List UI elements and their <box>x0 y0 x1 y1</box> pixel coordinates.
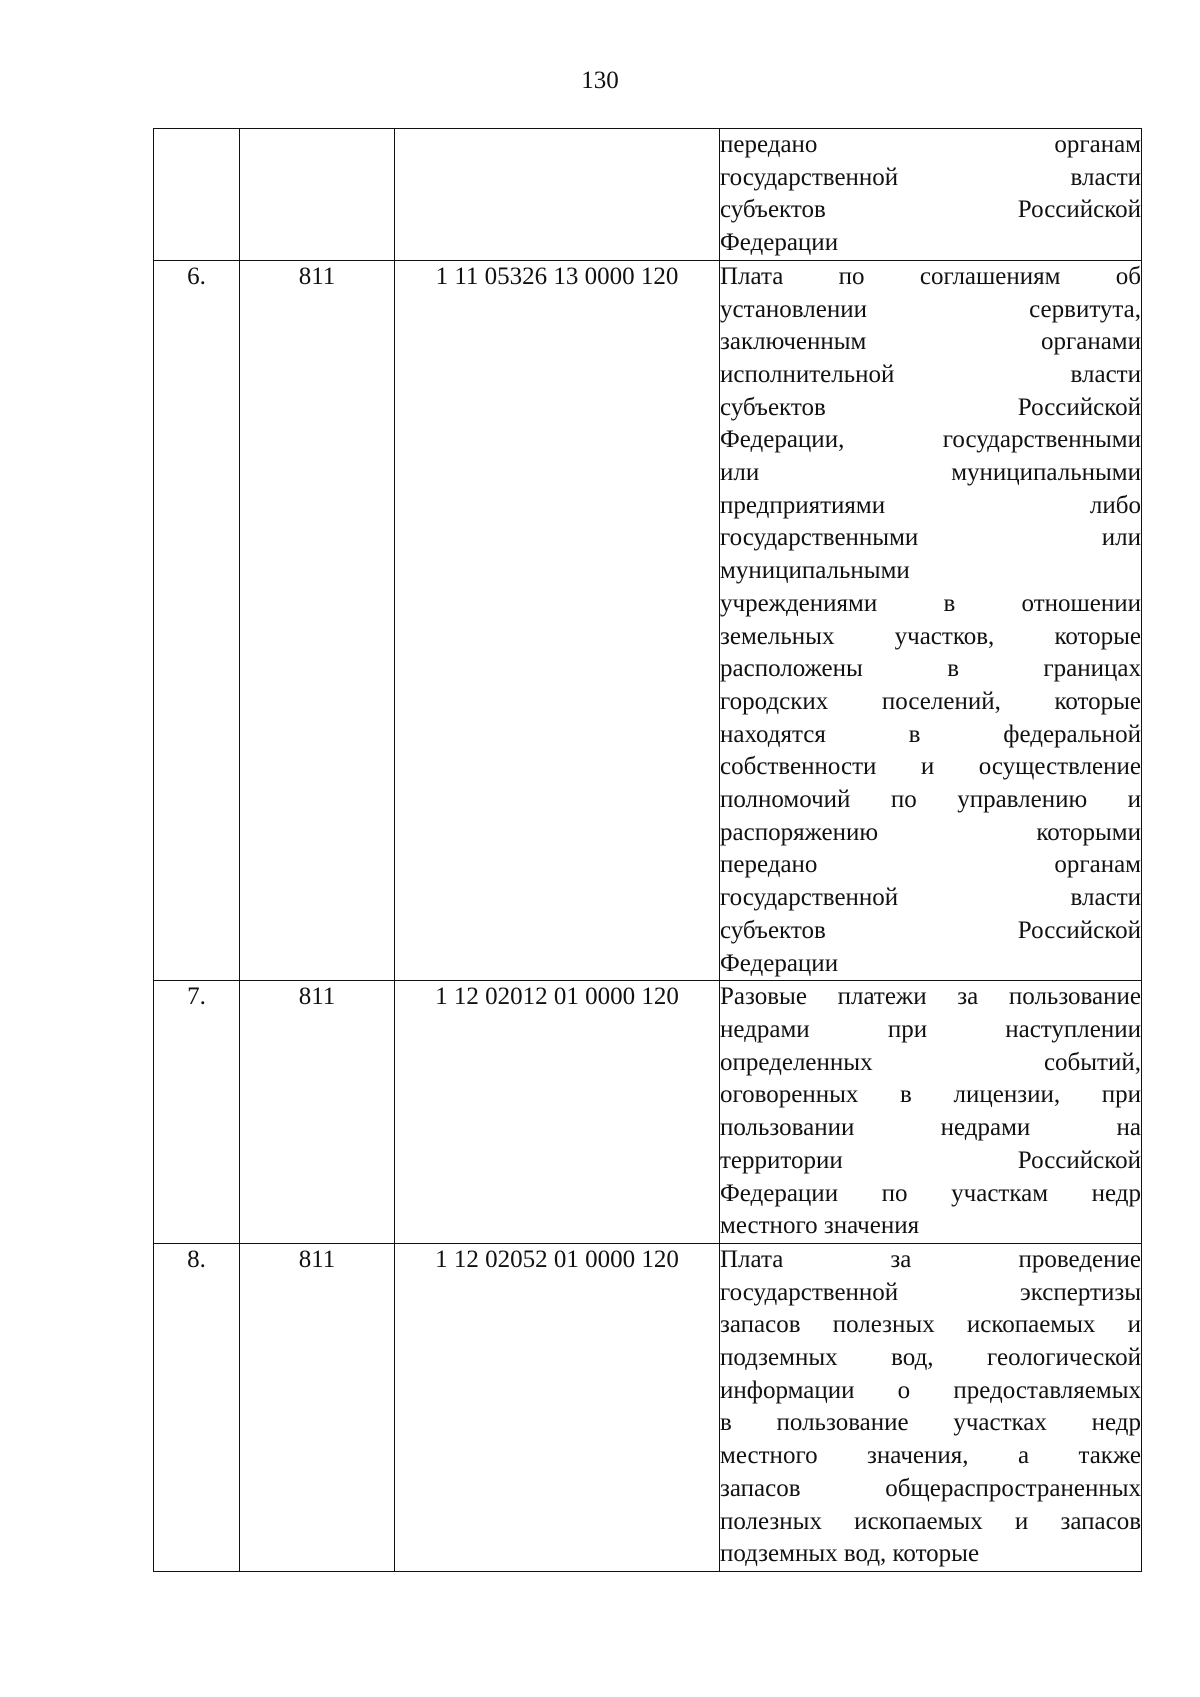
description-line: государственной экспертизы <box>720 1278 1141 1306</box>
description-line: местного значения <box>720 1212 920 1240</box>
row-number-cell: 6. <box>154 260 240 980</box>
description-line: недрами при наступлении <box>720 1015 1141 1043</box>
description-line: установлении сервитута, <box>720 295 1141 323</box>
description-line: Плата за проведение <box>720 1245 1141 1273</box>
description-line: территории Российской <box>720 1146 1141 1174</box>
description-line: расположены в границах <box>720 655 1141 683</box>
budget-classification-code-cell <box>395 129 720 261</box>
table-row <box>154 129 1142 261</box>
budget-classification-code-cell: 1 12 02012 01 0000 120 <box>395 981 720 1244</box>
table-row <box>154 981 1142 1244</box>
description-line: Федерации <box>720 949 839 977</box>
description-line: запасов полезных ископаемых и <box>720 1311 1141 1339</box>
description-line: определенных событий, <box>720 1048 1141 1076</box>
description-line: пользовании недрами на <box>720 1114 1141 1142</box>
description-line: субъектов Российской <box>720 916 1141 944</box>
table-row <box>154 260 1142 980</box>
description-line: Федерации по участкам недр <box>720 1179 1141 1207</box>
description-line: Плата по соглашениям об <box>720 262 1141 290</box>
description-line: субъектов Российской <box>720 196 1141 224</box>
description-line: собственности и осуществление <box>720 753 1141 781</box>
description-line: подземных вод, которые <box>720 1540 980 1568</box>
revenue-description-cell <box>720 129 1142 261</box>
description-line: городских поселений, которые <box>720 687 1141 715</box>
description-line: полезных ископаемых и запасов <box>720 1507 1141 1535</box>
description-line: заключенным органами <box>720 328 1141 356</box>
revenue-description-cell <box>720 260 1142 980</box>
description-line: запасов общераспространенных <box>720 1474 1141 1502</box>
description-line: предприятиями либо <box>720 491 1141 519</box>
description-line: Федерации, государственными <box>720 426 1141 454</box>
description-line: передано органам <box>720 851 1141 879</box>
page-number: 130 <box>581 67 619 94</box>
table-body <box>154 129 1142 1572</box>
description-line: исполнительной власти <box>720 360 1141 388</box>
revenue-codes-table <box>153 128 1142 1572</box>
description-line: муниципальными <box>720 557 910 585</box>
row-number-cell <box>154 129 240 261</box>
description-line: местного значения, а также <box>720 1442 1141 1470</box>
description-line: в пользование участках недр <box>720 1409 1141 1437</box>
budget-classification-code-cell: 1 11 05326 13 0000 120 <box>395 260 720 980</box>
administrator-code-cell: 811 <box>240 260 395 980</box>
description-line: государственной власти <box>720 884 1141 912</box>
row-number-cell: 8. <box>154 1243 240 1571</box>
budget-classification-code-cell: 1 12 02052 01 0000 120 <box>395 1243 720 1571</box>
table-row <box>154 1243 1142 1571</box>
description-line: информации о предоставляемых <box>720 1376 1141 1404</box>
description-line: государственными или <box>720 524 1141 552</box>
description-line: находятся в федеральной <box>720 720 1141 748</box>
description-line: земельных участков, которые <box>720 622 1141 650</box>
description-line: государственной власти <box>720 163 1141 191</box>
description-line: передано органам <box>720 131 1141 158</box>
row-number-cell: 7. <box>154 981 240 1244</box>
administrator-code-cell: 811 <box>240 981 395 1244</box>
description-line: Разовые платежи за пользование <box>720 983 1141 1011</box>
revenue-description-cell <box>720 1243 1142 1571</box>
description-line: субъектов Российской <box>720 393 1141 421</box>
description-line: подземных вод, геологической <box>720 1344 1141 1372</box>
revenue-description-cell <box>720 981 1142 1244</box>
description-line: оговоренных в лицензии, при <box>720 1081 1141 1109</box>
description-line: Федерации <box>720 229 839 257</box>
administrator-code-cell <box>240 129 395 261</box>
administrator-code-cell: 811 <box>240 1243 395 1571</box>
description-line: распоряжению которыми <box>720 818 1141 846</box>
description-line: полномочий по управлению и <box>720 786 1141 814</box>
description-line: или муниципальными <box>720 459 1141 487</box>
description-line: учреждениями в отношении <box>720 589 1141 617</box>
